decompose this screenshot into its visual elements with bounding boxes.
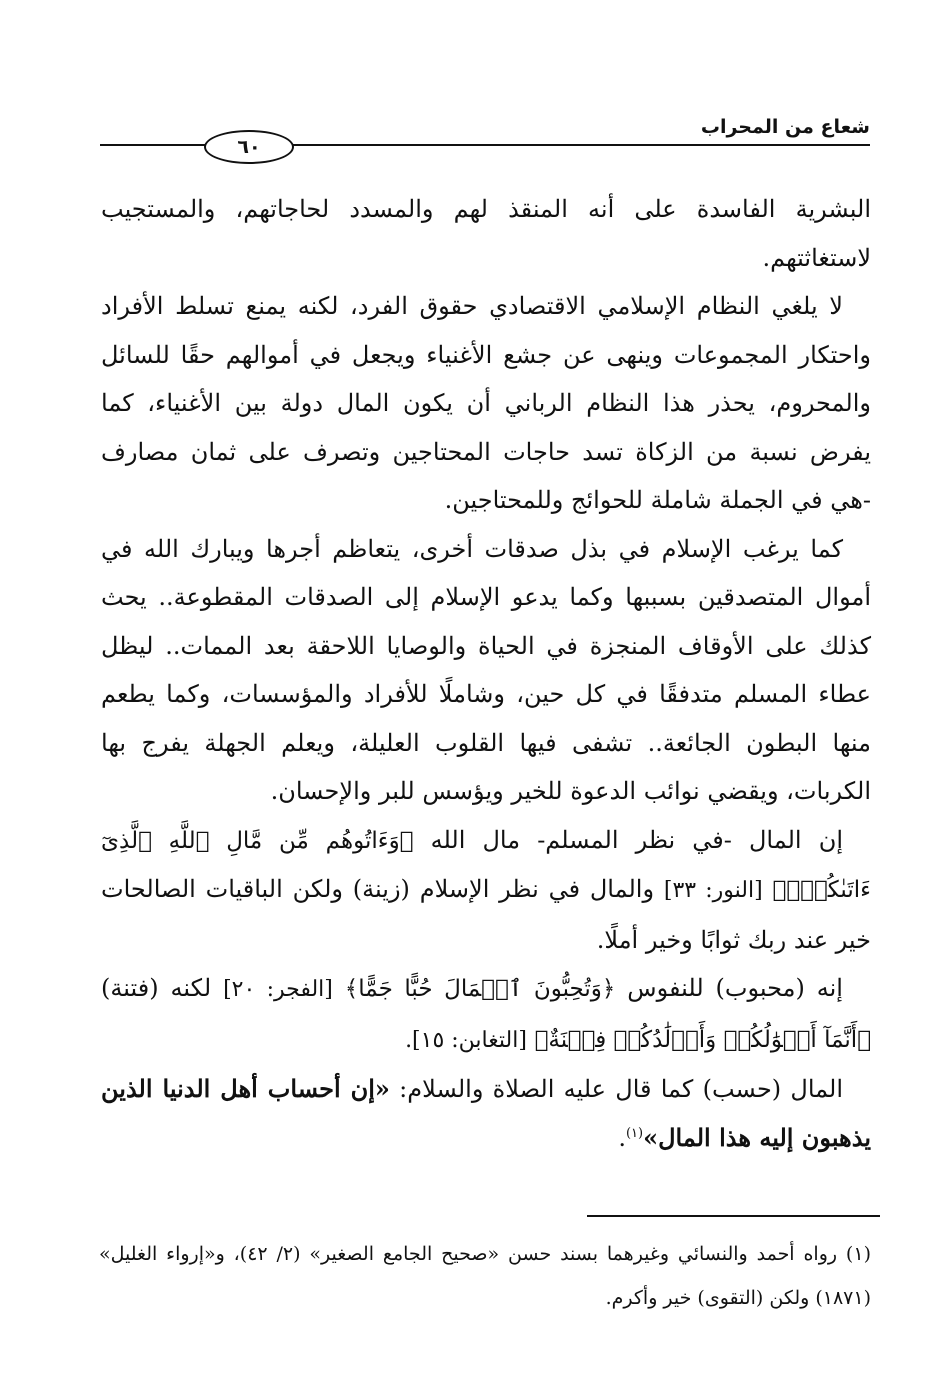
footnote-text: (١) رواه أحمد والنسائي وغيرهما بسند حسن «صحيح الجامع الصغير» (٢/ ٤٢)، و«إرواء الغليل» (١٨٧١) ولكن (التقوى) خير وأكرم. — [99, 1243, 871, 1309]
paragraph-3: كما يرغب الإسلام في بذل صدقات أخرى، يتعاظم أجرها ويبارك الله في أموال المتصدقين بسببها وكما يدعو الإسلام إلى الصدقات المقطوعة.. يحث كذلك على الأوقاف المنجزة في الحياة والوصايا اللاحقة بعد الممات.. ليظل عطاء المسلم متدفقًا في كل حين، وشاملًا للأفراد والمؤسسات، وكما يطعم منها البطون الجائعة.. تشفى فيها القلوب العليلة، ويعلم الجهلة يفرج بها الكربات، ويقضي نوائب الدعوة للخير ويؤسس للبر والإحسان. — [101, 534, 871, 805]
paragraph-6-end: . — [618, 1123, 626, 1152]
paragraph-2: لا يلغي النظام الإسلامي الاقتصادي حقوق الفرد، لكنه يمنع تسلط الأفراد واحتكار المجموعات وينهى عن جشع الأغنياء ويجعل في أموالهم حقًا للسائل والمحروم، يحذر هذا النظام الرباني أن يكون المال دولة بين الأغنياء، كما يفرض نسبة من الزكاة تسد حاجات المحتاجين وتصرف على ثمان مصارف -هي في الجملة شاملة للحوائج وللمحتاجين. — [101, 292, 872, 514]
paragraph-5-middle: لكنه (فتنة) — [101, 974, 212, 1002]
footnote-marker: (١) — [625, 1125, 644, 1141]
footnote-separator — [587, 1215, 880, 1217]
book-title: شعاع من المحراب — [700, 116, 870, 138]
page-header — [100, 110, 870, 160]
page-number: ٦٠ — [204, 130, 294, 164]
verse-reference-nur: [النور: ٣٣] — [663, 878, 763, 903]
paragraph-4 — [101, 816, 871, 965]
verse-reference-fajr: [الفجر: ٢٠] — [223, 977, 333, 1002]
body-text — [101, 185, 871, 1162]
verse-reference-taghabun: [التغابن: ١٥]. — [405, 1027, 527, 1053]
paragraph-4-intro: إن المال -في نظر المسلم- مال الله — [430, 825, 843, 854]
paragraph-1: البشرية الفاسدة على أنه المنقذ لهم والمسدد لحاجاتهم، والمستجيب لاستغاثتهم. — [101, 195, 871, 272]
paragraph-5-intro: إنه (محبوب) للنفوس — [627, 974, 843, 1002]
paragraph-5 — [101, 964, 871, 1065]
hadith-quote: «إن أحساب أهل الدنيا الذين يذهبون إليه هذا المال» — [101, 1074, 871, 1152]
paragraph-4-rest: والمال في نظر الإسلام (زينة) ولكن الباقيات الصالحات خير عند ربك ثوابًا وخير أملًا. — [101, 875, 871, 954]
paragraph-6-intro: المال (حسب) كما قال عليه الصلاة والسلام: — [399, 1075, 844, 1103]
quran-verse-fajr: ﴿وَتُحِبُّونَ ٱلۡمَالَ حُبًّا جَمًّا﴾ — [344, 976, 616, 1002]
footnote — [99, 1232, 871, 1320]
quran-verse-taghabun: ﴿أَنَّمَآ أَمۡوَٰلُكُمۡ وَأَوۡلَٰدُكُمۡ فِتۡنَةٌ﴾ — [534, 1026, 871, 1053]
quran-verse-nur: ﴿وَءَاتُوهُم مِّن مَّالِ ٱللَّهِ ٱلَّذِىٓ ءَاتَىٰكُمۡۚ﴾ — [101, 827, 871, 903]
paragraph-6 — [101, 1065, 871, 1162]
